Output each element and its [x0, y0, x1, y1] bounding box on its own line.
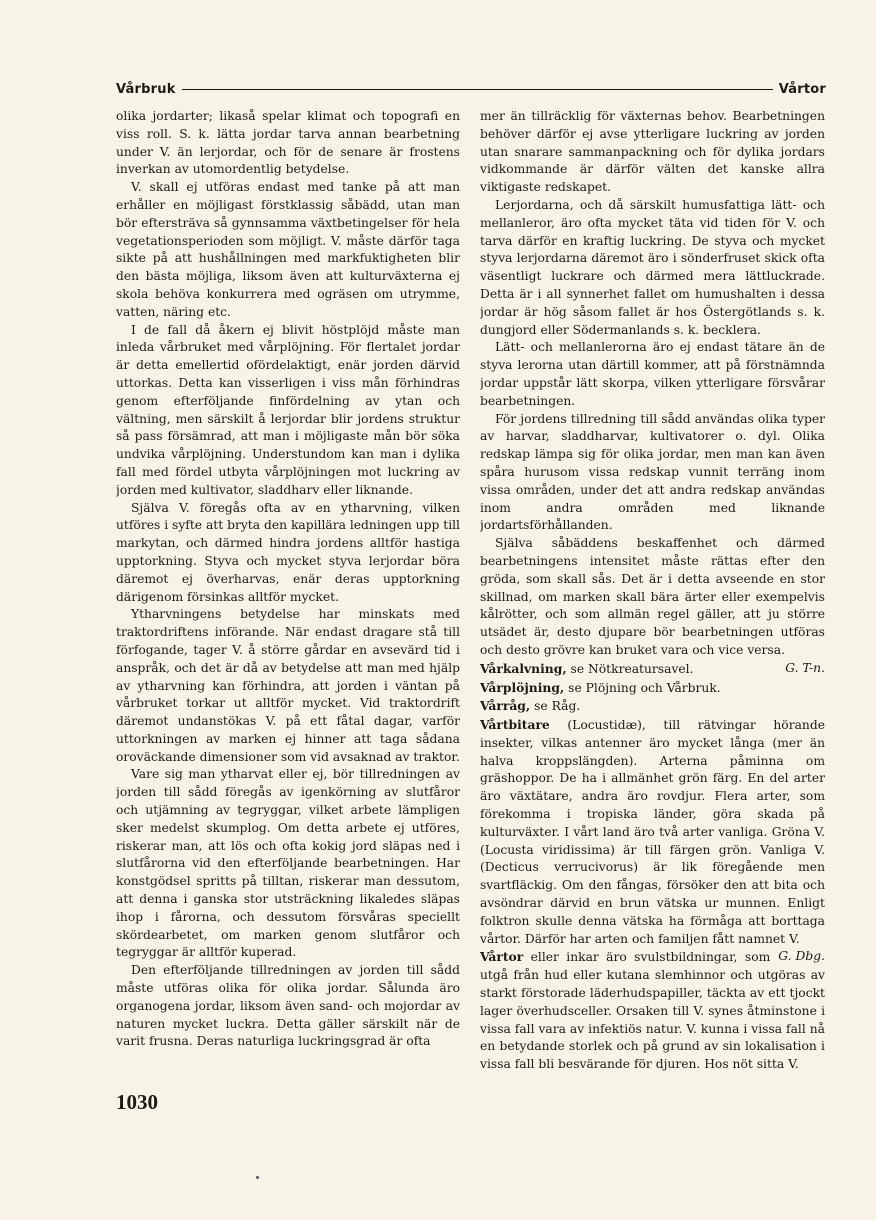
- entry-vårråg: [480, 697, 825, 716]
- entry-headword: Vårtbitare: [480, 717, 550, 733]
- author-signature: G. Dbg.: [778, 949, 825, 964]
- page-number: 1030: [116, 1090, 158, 1114]
- header-left-headword: Vårbruk: [116, 81, 176, 97]
- paragraph: I de fall då åkern ej blivit höstplöjd måste man inleda vårbruket med vårplöjning. För flertalet jordar är detta emellertid ofördelaktigt, enär jorden därvid uttorkas. Detta kan visserligen i viss mån förhindras genom efterföljande finfördelning av ytan och vältning, men särskilt å lerjordar blir jordens struktur så pass försämrad, att man i möjligaste mån bör söka undvika vårplöjning. Understundom kan man i dylika fall med fördel utbyta vårplöjningen mot luckring av jorden med kultivator, sladdharv eller liknande.: [116, 322, 460, 497]
- entry-vårplöjning: [480, 679, 825, 698]
- paragraph: mer än tillräcklig för växternas behov. Bearbetningen behöver därför ej avse ytterligare luckring av jorden utan snarare sammanpackning och för dylika jordars vidkommande är därför välten det kanske allra viktigaste redskapet.: [480, 109, 825, 195]
- paragraph: Den efterföljande tillredningen av jorden till sådd måste utföras olika för olika jordar. Sålunda äro organogena jordar, liksom även sand- och mojordar av naturen mycket luckra. Detta gäller särskilt när de varit frusna. Deras naturliga luckringsgrad är ofta: [116, 963, 460, 1049]
- entry-headword: Vårråg,: [480, 698, 531, 714]
- entry-headword: Vårkalvning,: [480, 660, 567, 676]
- entry-text: eller inkar äro svulstbildningar, som utgå från hud eller kutana slemhinnor och utgöras av starkt förstorade läderhudspapiller, täckta av ett tjockt lager överhudsceller. Orsaken till V. synes åtminstone i vissa fall vara av infektiös natur. V. kunna i vissa fall nå en betydande storlek och på grund av sin lokalisation i vissa fall bli besvärande för djuren. Hos nöt sitta V.: [480, 950, 825, 1072]
- header-rule: [182, 89, 773, 90]
- entry-text: se Nötkreatursavel.: [566, 661, 694, 676]
- paragraph: Lätt- och mellanlerorna äro ej endast tätare än de styva lerorna utan därtill kommer, att på förstnämnda jordar uppstår lätt skorpa, vilken ytterligare försvårar bearbetningen.: [480, 340, 825, 408]
- right-column: [480, 108, 825, 1078]
- paragraph: olika jordarter; likaså spelar klimat och topografi en viss roll. S. k. lätta jordar tarva annan bearbetning under V. än lerjordar, och för de senare är frostens inverkan av utomordentlig betydelse.: [116, 109, 460, 177]
- paragraph: Vare sig man ytharvat eller ej, bör tillredningen av jorden till sådd föregås av igenkörning av slutfåror och utjämning av tegryggar, vilket arbete lämpligen sker medelst skumplog. Om detta arbete ej utföres, riskerar man, att lös och ofta kokig jord släpas ned i slutfårorna vid den efterföljande bearbetningen. Har konstgödsel spritts på tilltan, riskerar man dessutom, att denna i ganska stor utsträckning likaledes släpas ihop i fårorna, och dessutom försvåras speciellt skördearbetet, om marken genom slutfåror och tegryggar är alltför kuperad.: [116, 767, 460, 960]
- entry-headword: Vårplöjning,: [480, 679, 565, 695]
- paragraph: För jordens tillredning till sådd användas olika typer av harvar, sladdharvar, kultivatorer o. dyl. Olika redskap lämpa sig för olika jordar, men man kan även spåra hurusom vissa redskap vunnit terräng inom vissa områden, under det att andra redskap användas inom andra områden med liknande jordartsförhållanden.: [480, 411, 825, 533]
- author-signature: G. T-n.: [785, 660, 825, 675]
- running-header: [116, 80, 826, 98]
- entry-text: se Råg.: [530, 699, 581, 714]
- paper-speck: [256, 1176, 259, 1179]
- entry-headword: Vårtor: [480, 949, 524, 965]
- paragraph-text: Själva såbäddens beskaffenhet och därmed bearbetningens intensitet måste rättas efter den gröda, som skall sås. Det är i detta avseende en stor skillnad, om marken skall bära ärter eller exempelvis kålrötter, och som allmän regel gäller, att ju större utsädet är, desto djupare bör bearbetningen utföras och desto grövre kan bruket vara och vice versa.: [480, 536, 825, 657]
- paragraph: Lerjordarna, och då särskilt humusfattiga lätt- och mellanleror, äro ofta mycket täta vid tiden för V. och tarva därför en kraftig luckring. De styva och mycket styva lerjordarna däremot äro i sönderfruset skick ofta väsentligt luckrare och därmed mera lättluckrade. Detta är i all synnerhet fallet om humushalten i dessa jordar är hög såsom fallet är hos Östergötlands s. k. dungjord eller Södermanlands s. k. becklera.: [480, 197, 825, 337]
- entry-vårtor: [480, 948, 825, 1074]
- entry-text: (Locustidæ), till rätvingar hörande insekter, vilkas antenner äro mycket långa (mer än halva kroppslängden). Arterna påminna om gräshoppor. De ha i allmänhet grön färg. En del arter äro växtätare, andra äro rovdjur. Flera arter, som förekomma i tropiska länder, göra skada på kulturväxter. I vårt land äro två arter vanliga. Gröna V. (Locusta viridissima) är till färgen grön. Vanliga V. (Decticus verrucivorus) är lik föregående men svartfläckig. Om den fångas, försöker den att bita och avsöndrar därvid en brun vätska ur munnen. Enligt folktron skulle denna vätska ha förmåga att borttaga vårtor. Därför har arten och familjen fått namnet V.: [480, 718, 825, 946]
- paragraph: V. skall ej utföras endast med tanke på att man erhåller en möjligast förstklassig såbädd, utan man bör eftersträva så gynnsamma växtbetingelser för hela vegetationsperioden som möjligt. V. måste därför taga sikte på att hushållningen med markfuktigheten blir den bästa möjliga, liksom även att kulturväxterna ej skola behöva konkurrera med ogräsen om utrymme, vatten, näring etc.: [116, 180, 460, 319]
- left-column: [116, 108, 460, 1078]
- paragraph: Själva V. föregås ofta av en ytharvning, vilken utföres i syfte att bryta den kapillära ledningen upp till markytan, och därmed hindra jordens alltför hastiga upptorkning. Styva och mycket styva lerjordar böra däremot ej överharvas, enär deras upptorkning därigenom försinkas alltför mycket.: [116, 500, 460, 604]
- paragraph: Ytharvningens betydelse har minskats med traktordriftens införande. När endast dragare stå till förfogande, tager V. å större gårdar en avsevärd tid i anspråk, och det är då av betydelse att man med hjälp av ytharvning kan förhindra, att jorden i väntan på vårbruket torkar ut alltför mycket. Vid traktordrift däremot undanstökas V. på ett fåtal dagar, varför uttorkningen av marken ej hinner att taga sådana oroväckande dimensioner som vid avsaknad av traktor.: [116, 607, 460, 764]
- entry-vårtbitare: [480, 716, 825, 964]
- entry-text: se Plöjning och Vårbruk.: [564, 680, 721, 695]
- header-right-headword: Vårtor: [778, 81, 826, 97]
